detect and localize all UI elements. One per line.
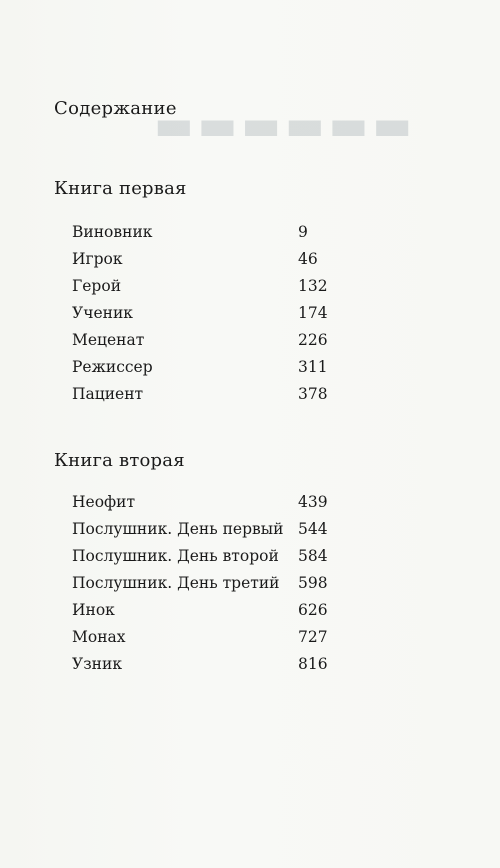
bleed-through-title: ▬▬▬▬▬▬ [150, 100, 413, 149]
page-title: Содержание [54, 98, 177, 119]
chapter-page-number: 311 [298, 358, 328, 376]
toc-entry [72, 300, 332, 327]
chapter-name: Послушник. День второй [72, 547, 279, 565]
chapter-page-number: 816 [298, 655, 328, 673]
chapter-page-number: 626 [298, 601, 328, 619]
chapter-name: Монах [72, 628, 126, 646]
chapter-page-number: 132 [298, 277, 328, 295]
toc-entry [72, 543, 332, 570]
chapter-page-number: 226 [298, 331, 328, 349]
chapter-page-number: 378 [298, 385, 328, 403]
chapter-page-number: 727 [298, 628, 328, 646]
chapter-name: Меценат [72, 331, 145, 349]
book-2-title: Книга вторая [54, 450, 185, 471]
chapter-name: Герой [72, 277, 122, 295]
chapter-page-number: 9 [298, 223, 308, 241]
toc-entry [72, 381, 332, 408]
toc-entry [72, 219, 332, 246]
toc-entry [72, 597, 332, 624]
toc-entry [72, 489, 332, 516]
chapter-name: Виновник [72, 223, 153, 241]
chapter-name: Игрок [72, 250, 123, 268]
chapter-name: Пациент [72, 385, 144, 403]
toc-entry [72, 624, 332, 651]
toc-entry [72, 570, 332, 597]
toc-entry [72, 516, 332, 543]
toc-entry [72, 246, 332, 273]
chapter-name: Послушник. День третий [72, 574, 280, 592]
book-1-title: Книга первая [54, 178, 187, 199]
toc-entry [72, 273, 332, 300]
chapter-page-number: 598 [298, 574, 328, 592]
chapter-name: Инок [72, 601, 115, 619]
toc-entry [72, 354, 332, 381]
chapter-name: Режиссер [72, 358, 153, 376]
chapter-page-number: 439 [298, 493, 328, 511]
chapter-name: Послушник. День первый [72, 520, 284, 538]
chapter-name: Неофит [72, 493, 136, 511]
chapter-page-number: 544 [298, 520, 328, 538]
toc-entry [72, 327, 332, 354]
chapter-name: Узник [72, 655, 123, 673]
book-1-chapter-list [72, 219, 332, 408]
chapter-page-number: 46 [298, 250, 318, 268]
chapter-name: Ученик [72, 304, 133, 322]
toc-entry [72, 651, 332, 678]
chapter-page-number: 174 [298, 304, 328, 322]
chapter-page-number: 584 [298, 547, 328, 565]
book-2-chapter-list [72, 489, 332, 678]
